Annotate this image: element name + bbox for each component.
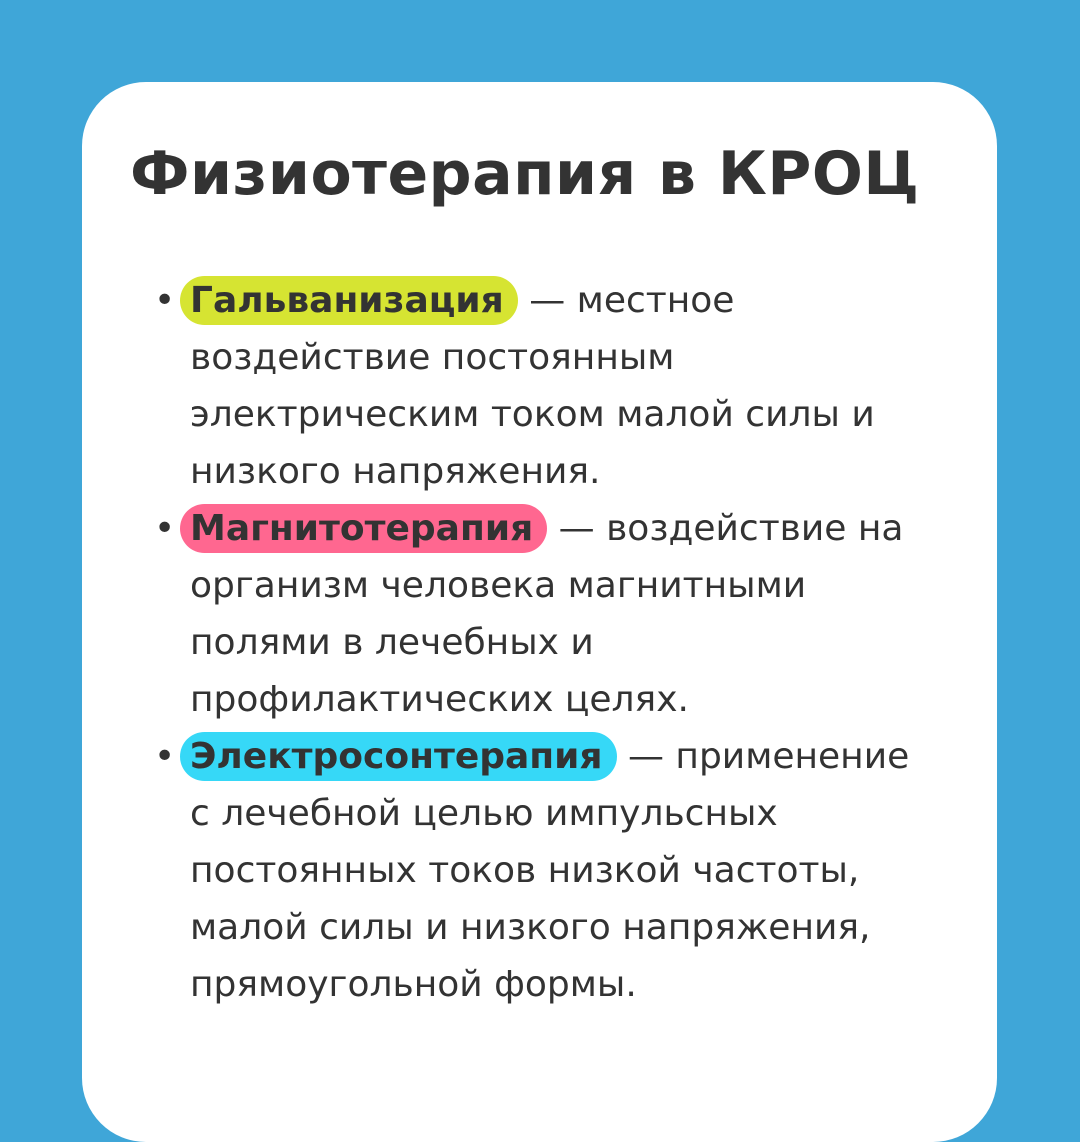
term-description: — применение с лечебной целью импульсных постоянных токов низкой частоты, малой силы и низкого напряжения, прямоугольной формы. xyxy=(190,736,910,1005)
bullet-icon: • xyxy=(154,280,176,321)
page-title: Физиотерапия в КРОЦ xyxy=(130,139,920,209)
bullet-icon: • xyxy=(154,736,176,777)
term-highlight: Гальванизация xyxy=(180,276,518,325)
term-highlight: Магнитотерапия xyxy=(180,504,547,553)
term-description: — воздействие на организм человека магнитными полями в лечебных и профилактических целях. xyxy=(190,508,904,720)
list-item-electrosleep xyxy=(148,728,918,1013)
list-item-galvanization xyxy=(148,272,918,500)
content-card xyxy=(82,82,997,1142)
bullet-icon: • xyxy=(154,508,176,549)
list-item-magnetotherapy xyxy=(148,500,918,728)
term-description: — местное воздействие постоянным электрическим током малой силы и низкого напряжения. xyxy=(190,280,875,492)
therapy-list xyxy=(148,272,918,1013)
term-highlight: Электросонтерапия xyxy=(180,732,617,781)
